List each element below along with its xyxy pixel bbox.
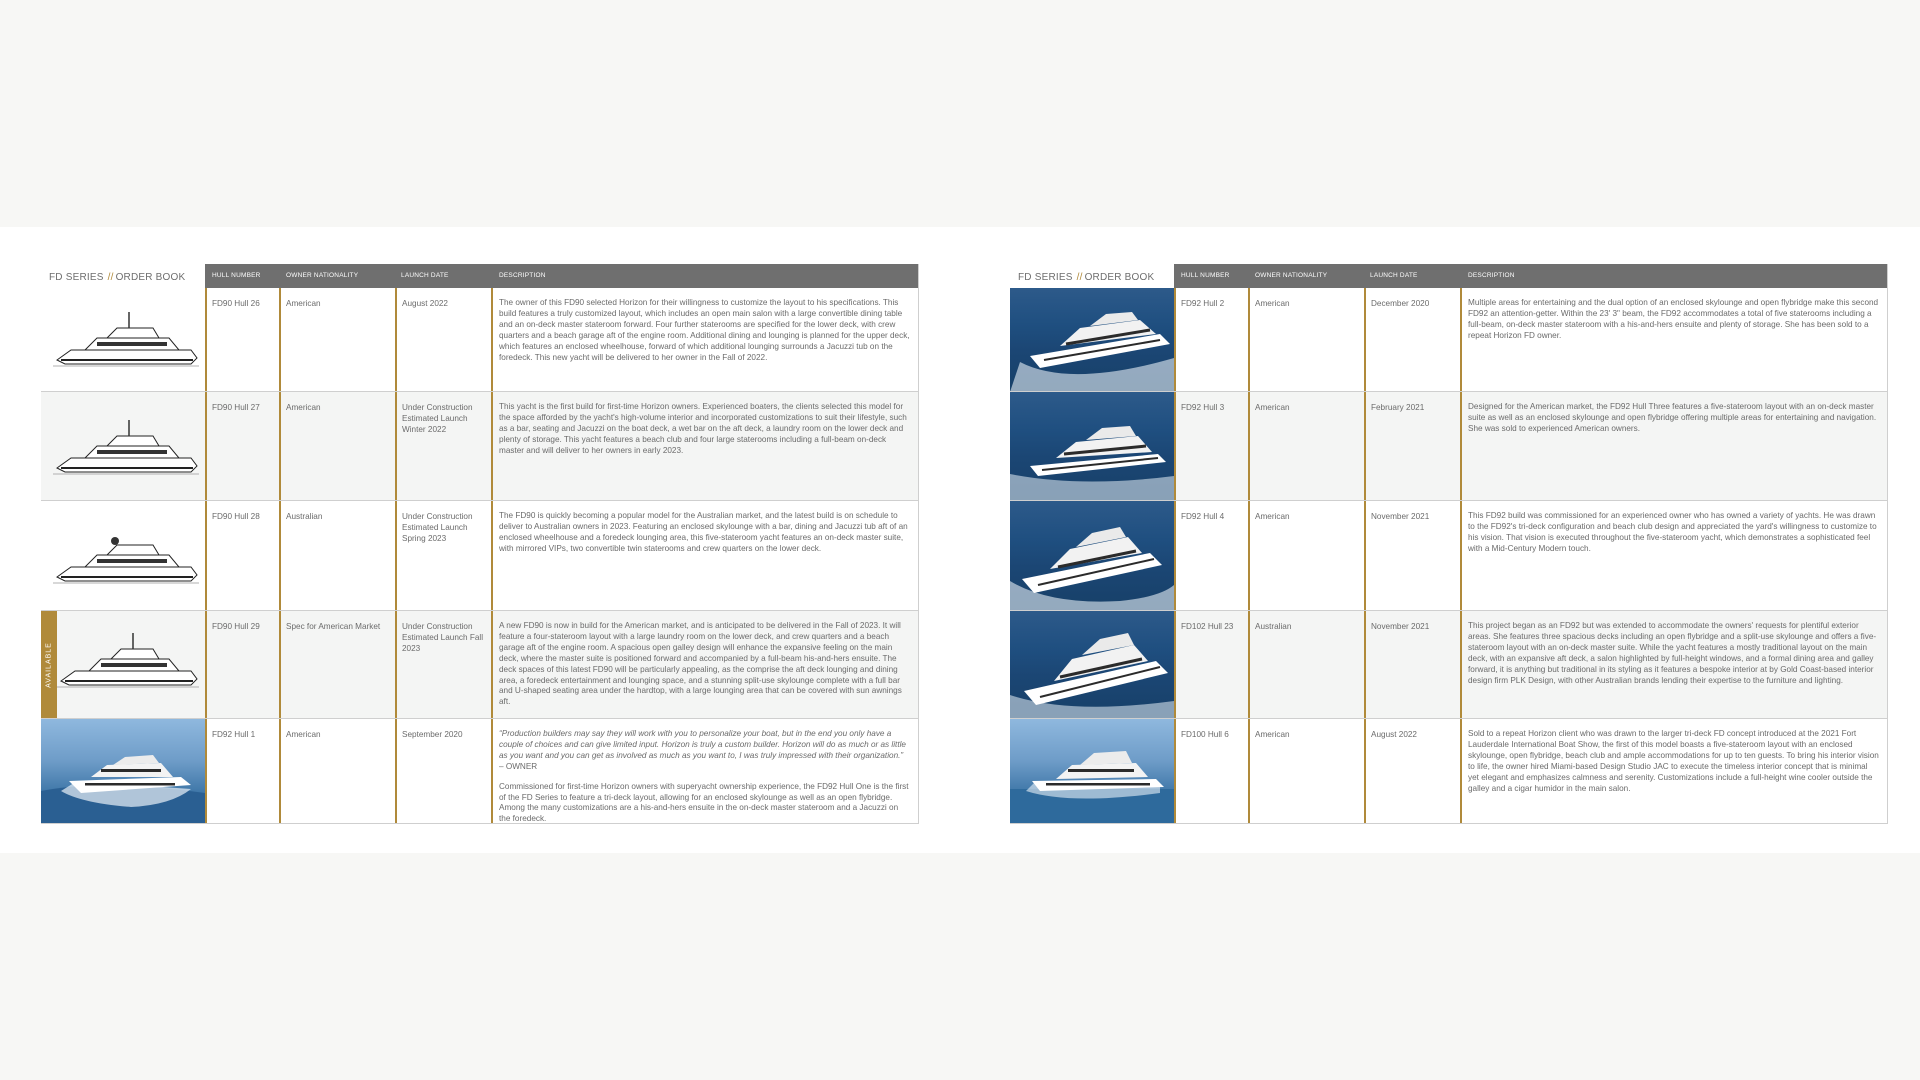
table-row [1010,719,1887,824]
header-launch-date: LAUNCH DATE [1370,272,1418,279]
yacht-photo [1010,611,1174,719]
yacht-photo [41,719,205,824]
launch-date: August 2022 [402,299,448,308]
owner-nationality: American [286,730,321,739]
table-row [41,288,918,392]
description: A new FD90 is now in build for the American market, and is anticipated to be delivered in the Fall of 2023. It will feature a four-stateroom layout with a large laundry room on the lower deck, and crew quarters and a beach garage aft of the engine room. A spacious open galley design will enhance the expansive feeling on the main deck, where the master suite is positioned forward and accompanied by a full-beam his-and-hers ensuite. The deck spaces of this latest FD90 will be particularly appealing, as the comprise the aft deck lounging and dining area, a foredeck entertainment and lounging space, and a stunning split-use skylounge complete with a full bar and U-shaped seating area under the hardtop, with a large lounging area that can be covered with sun awnings aft. [499,621,902,707]
hull-number: FD90 Hull 26 [212,299,260,308]
table-header [1174,264,1887,288]
table-row [41,501,918,611]
header-owner-nationality: OWNER NATIONALITY [1255,272,1328,279]
header-launch-date: LAUNCH DATE [401,272,449,279]
title-slash: // [107,272,114,283]
header-owner-nationality: OWNER NATIONALITY [286,272,359,279]
description: This FD92 build was commissioned for an experienced owner who has owned a variety of yachts. He was drawn to the FD92's tri-deck configuration and beach club design and appreciated the yard's willingness to customize to his vision. That vision is executed throughout the five-stateroom yacht, which demonstrates a sophisticated feel with a Mid-Century Modern touch. [1468,511,1877,553]
hull-number: FD92 Hull 4 [1181,512,1225,521]
owner-nationality: American [286,403,321,412]
table-row [1010,392,1887,501]
launch-date: Under Construction Estimated Launch Spring 2023 [402,512,473,543]
yacht-photo [1010,501,1174,611]
hull-number: FD90 Hull 29 [212,622,260,631]
hull-number: FD90 Hull 28 [212,512,260,521]
table-row [41,611,918,719]
owner-nationality: American [1255,730,1290,739]
available-badge-label: AVAILABLE [45,642,53,688]
description: The owner of this FD90 selected Horizon for their willingness to customize the layout to his specifications. This build features a truly customized layout, which includes an open main salon with a large convertible dining table and an on-deck master stateroom forward. Four further staterooms are specified for the lower deck, with crew quarters and a beach garage aft of the engine room. Additional dining and lounging is planned for the upper deck, which features an enclosed wheelhouse, forward of which additional lounging surrounds a Jacuzzi tub on the foredeck. This new yacht will be delivered to her owner in the Fall of 2022. [499,298,910,362]
header-description: DESCRIPTION [499,272,546,279]
owner-nationality: Australian [286,512,323,521]
yacht-profile-image [41,611,205,719]
launch-date: September 2020 [402,730,463,739]
description: Sold to a repeat Horizon client who was drawn to the larger tri-deck FD concept introduced at the 2021 Fort Lauderdale International Boat Show, the first of this model boasts a five-stateroom layout with an enclosed skylounge, open flybridge, beach club and ample accommodations for up to ten guests. To bring his interior vision to life, the owner hired Miami-based Design Studio JAC to execute the timeless interior concept that is minimal yet elegant and emphasizes calmness and serenity. Customizations include a full-height wine cooler outside the galley and a cigar humidor in the main salon. [1468,729,1879,793]
owner-nationality: American [286,299,321,308]
hull-number: FD92 Hull 3 [1181,403,1225,412]
yacht-photo [1010,719,1174,824]
launch-date: November 2021 [1371,512,1430,521]
yacht-profile-image [41,501,205,611]
hull-number: FD102 Hull 23 [1181,622,1234,631]
table-row [41,392,918,501]
series-title [49,272,185,283]
yacht-profile-image [41,288,205,392]
yacht-photo [1010,392,1174,501]
description-text: Commissioned for first-time Horizon owners with superyacht ownership experience, the FD92 Hull One is the first of the FD Series to feature a tri-deck layout, allowing for an enclosed skylounge as well as an open flybridge. Among the many customizations are a his-and-hers ensuite in the on-deck master stateroom and a Jacuzzi on the foredeck. [499,781,909,824]
launch-date: February 2021 [1371,403,1425,412]
launch-date: August 2022 [1371,730,1417,739]
table-row [1010,611,1887,719]
hull-number: FD100 Hull 6 [1181,730,1229,739]
series-name: FD SERIES [1018,272,1073,283]
table-header [205,264,918,288]
owner-nationality: Australian [1255,622,1292,631]
table-row [1010,288,1887,392]
owner-quote: “Production builders may say they will work with you to personalize your boat, but in the end you only have a couple of choices and can give limited input. Horizon is truly a custom builder. Horizon will do as much or as little as you want and you can get as involved as much as you want to, I was truly impressed with their organization.” [499,729,906,760]
yacht-profile-image [41,392,205,501]
owner-nationality: American [1255,512,1290,521]
launch-date: November 2021 [1371,622,1430,631]
launch-date: December 2020 [1371,299,1430,308]
table-row [41,719,918,824]
quote-attribution: – OWNER [499,761,538,771]
hull-number: FD92 Hull 1 [212,730,256,739]
title-slash: // [1076,272,1083,283]
hull-number: FD92 Hull 2 [1181,299,1225,308]
book-name: ORDER BOOK [1084,272,1155,283]
description: This project began as an FD92 but was extended to accommodate the owners' requests for plentiful exterior areas. She features three spacious decks including an open flybridge and a split-use skylounge and offers a five-stateroom layout with an on-deck master suite. While the yacht features a mostly traditional layout on the main deck, with an expansive aft deck, a salon highlighted by full-height windows, and a formal dining area and galley forward, it is anything but traditional in its styling as it features a bespoke interior at by Gold Coast-based interior design firm PLK Design, with other Australian brands lending their expertise to the furniture and lighting. [1468,621,1877,685]
description: The FD90 is quickly becoming a popular model for the Australian market, and the latest build is on schedule to deliver to Australian owners in 2023. Featuring an enclosed skylounge with a bar, dining and Jacuzzi tub aft of an enclosed wheelhouse and a foredeck lounging area, this five-stateroom yacht features an on-deck master suite, with mirrored VIPs, two convertible twin staterooms and crew quarters on the lower deck. [499,511,908,553]
owner-nationality: American [1255,299,1290,308]
order-book-spread [0,227,1920,853]
header-description: DESCRIPTION [1468,272,1515,279]
owner-nationality: American [1255,403,1290,412]
header-hull-number: HULL NUMBER [1181,272,1230,279]
launch-date: Under Construction Estimated Launch Fall 2023 [402,622,484,653]
header-hull-number: HULL NUMBER [212,272,261,279]
available-badge [41,611,57,719]
launch-date: Under Construction Estimated Launch Winter 2022 [402,403,473,434]
book-name: ORDER BOOK [115,272,186,283]
description: This yacht is the first build for first-time Horizon owners. Experienced boaters, the clients selected this model for the space afforded by the yacht's high-volume interior and incorporated customizations to suit their lifestyle, such as a bar, seating and Jacuzzi on the boat deck, a wet bar on the aft deck, a laundry room on the lower deck and plenty of storage. This yacht features a beach club and four large staterooms including a full-beam on-deck master and will deliver to her owners in early 2023. [499,402,907,455]
description [499,729,911,834]
description: Multiple areas for entertaining and the dual option of an enclosed skylounge and open flybridge make this second FD92 an attention-getter. Within the 23' 3" beam, the FD92 accommodates a total of five staterooms including a full-beam, on-deck master stateroom with a his-and-hers ensuite and plenty of storage. She has been sold to a repeat Horizon FD owner. [1468,298,1879,340]
description: Designed for the American market, the FD92 Hull Three features a five-stateroom layout with an on-deck master suite as well as an enclosed skylounge and open flybridge offering multiple areas for entertaining and navigation. She was sold to experienced American owners. [1468,402,1877,433]
yacht-photo [1010,288,1174,392]
hull-number: FD90 Hull 27 [212,403,260,412]
owner-nationality: Spec for American Market [286,622,381,631]
table-row [1010,501,1887,611]
series-title [1018,272,1154,283]
series-name: FD SERIES [49,272,104,283]
